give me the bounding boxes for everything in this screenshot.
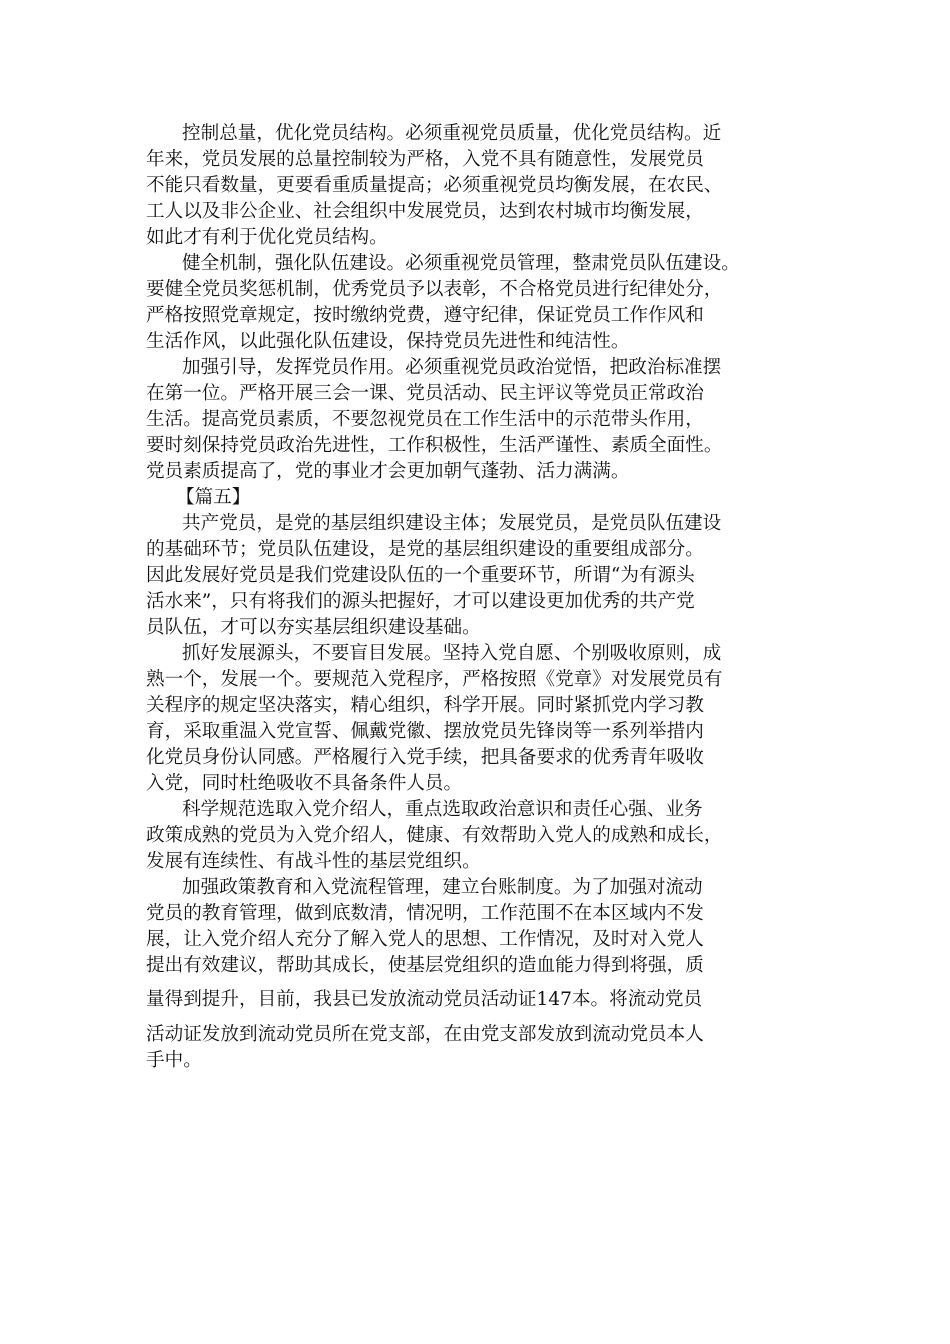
text-line: 育，采取重温入党宣誓、佩戴党徽、摆放党员先锋岗等一系列举措内 xyxy=(146,721,704,742)
text-line: 在第一位。严格开展三会一课、党员活动、民主评议等党员正常政治 xyxy=(146,383,704,404)
text-line: 健全机制，强化队伍建设。必须重视党员管理，整肃党员队伍建设。 xyxy=(182,253,740,274)
text-line: 政策成熟的党员为入党介绍人，健康、有效帮助入党人的成熟和成长， xyxy=(146,825,723,846)
text-line: 工人以及非公企业、社会组织中发展党员，达到农村城市均衡发展， xyxy=(146,201,704,222)
text-line: 加强引导，发挥党员作用。必须重视党员政治觉悟，把政治标准摆 xyxy=(182,357,722,378)
text-line: 活动证发放到流动党员所在党支部，在由党支部发放到流动党员本人 xyxy=(146,1024,704,1045)
text-line: 加强政策教育和入党流程管理，建立台账制度。为了加强对流动 xyxy=(182,877,703,898)
text-line: 科学规范选取入党介绍人，重点选取政治意识和责任心强、业务 xyxy=(182,799,703,820)
text-line: 控制总量，优化党员结构。必须重视党员质量，优化党员结构。近 xyxy=(182,123,722,144)
text-line: 活水来”，只有将我们的源头把握好，才可以建设更加优秀的共产党 xyxy=(146,591,695,612)
text-line: 党员素质提高了，党的事业才会更加朝气蓬勃、活力满满。 xyxy=(146,461,630,482)
text-line: 共产党员，是党的基层组织建设主体；发展党员，是党员队伍建设 xyxy=(182,513,722,534)
text-line: 年来，党员发展的总量控制较为严格，入党不具有随意性，发展党员 xyxy=(146,149,704,170)
text-line: 化党员身份认同感。严格履行入党手续，把具备要求的优秀青年吸收 xyxy=(146,747,704,768)
text-line: 关程序的规定坚决落实，精心组织，科学开展。同时紧抓党内学习教 xyxy=(146,695,704,716)
text-line: 的基础环节；党员队伍建设，是党的基层组织建设的重要组成部分。 xyxy=(146,539,704,560)
text-line: 要健全党员奖惩机制，优秀党员予以表彰，不合格党员进行纪律处分， xyxy=(146,279,723,300)
text-line: 熟一个，发展一个。要规范入党程序，严格按照《党章》对发展党员有 xyxy=(146,669,723,690)
text-line: 提出有效建议，帮助其成长，使基层党组织的造血能力得到将强，质 xyxy=(146,955,704,976)
text-line: 如此才有利于优化党员结构。 xyxy=(146,227,388,248)
text-line: 生活。提高党员素质，不要忽视党员在工作生活中的示范带头作用， xyxy=(146,409,704,430)
section-heading: 【篇五】 xyxy=(176,487,251,508)
text-line: 手中。 xyxy=(146,1050,202,1071)
text-line: 党员的教育管理，做到底数清，情况明，工作范围不在本区域内不发 xyxy=(146,903,704,924)
text-line: 员队伍，才可以夯实基层组织建设基础。 xyxy=(146,617,481,638)
text-line: 严格按照党章规定，按时缴纳党费，遵守纪律，保证党员工作作风和 xyxy=(146,305,704,326)
text-line: 抓好发展源头，不要盲目发展。坚持入党自愿、个别吸收原则，成 xyxy=(182,643,722,664)
text-line: 发展有连续性、有战斗性的基层党组织。 xyxy=(146,851,481,872)
text-line: 量得到提升，目前，我县已发放流动党员活动证147本。将流动党员 xyxy=(146,989,703,1010)
text-line: 入党，同时杜绝吸收不具备条件人员。 xyxy=(146,773,463,794)
text-line: 要时刻保持党员政治先进性，工作积极性，生活严谨性、素质全面性。 xyxy=(146,435,723,456)
text-line: 不能只看数量，更要看重质量提高；必须重视党员均衡发展，在农民、 xyxy=(146,175,723,196)
text-line: 因此发展好党员是我们党建设队伍的一个重要环节，所谓“为有源头 xyxy=(146,565,695,586)
text-line: 生活作风，以此强化队伍建设，保持党员先进性和纯洁性。 xyxy=(146,331,630,352)
text-line: 展，让入党介绍人充分了解入党人的思想、工作情况，及时对入党人 xyxy=(146,929,704,950)
